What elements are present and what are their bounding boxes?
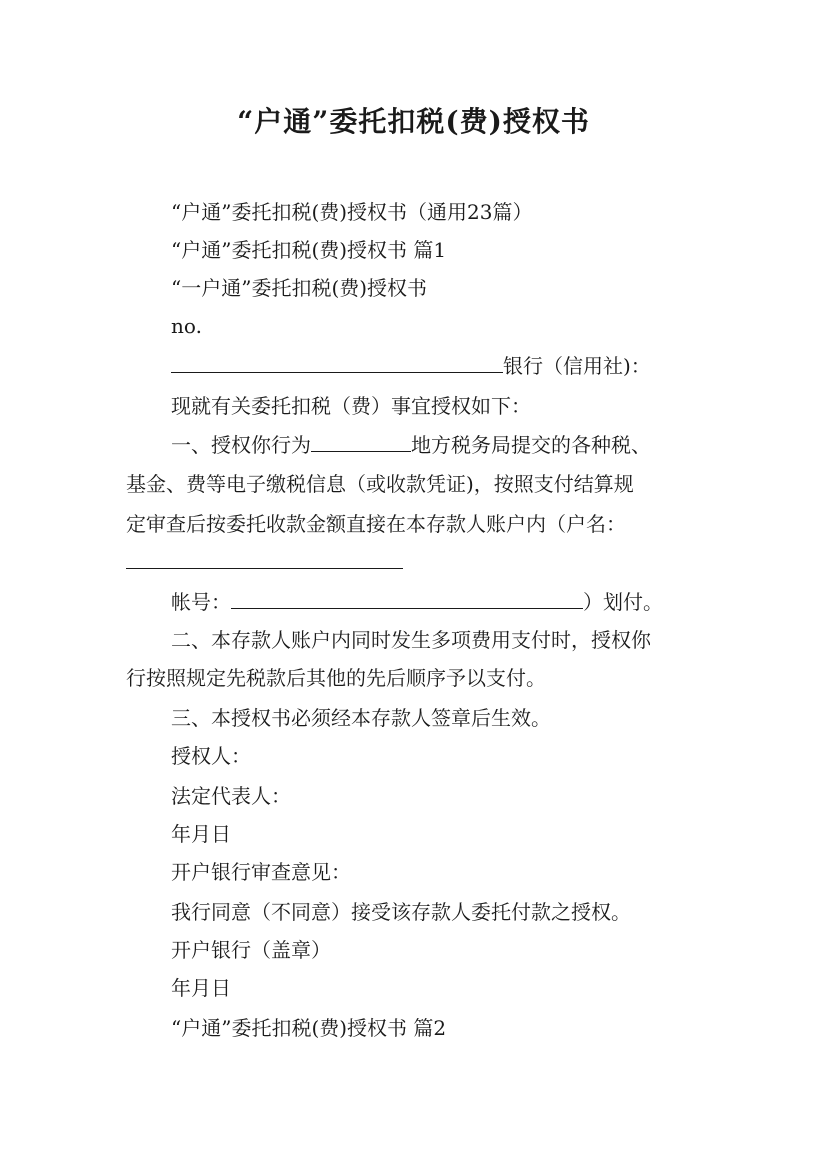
section-heading-1: “户通”委托扣税(费)授权书 篇1 [171,238,447,262]
authorizer-date-label: 年月日 [171,822,231,846]
clause-1-line-2: 基金、费等电子缴税信息（或收款凭证)，按照支付结算规 [126,472,634,496]
legal-representative-label: 法定代表人： [171,784,291,808]
authorizer-label: 授权人： [171,744,251,768]
subtitle-collection: “户通”委托扣税(费)授权书（通用23篇） [171,200,533,224]
account-name-blank[interactable] [126,548,403,569]
intro-paragraph: 现就有关委托扣税（费）事宜授权如下： [171,394,531,418]
clause-1-suffix: 地方税务局提交的各种税、 [411,433,651,457]
bank-name-suffix: 银行（信用社)： [503,354,651,378]
clause-2-line-2: 行按照规定先税款后其他的先后顺序予以支付。 [126,666,546,690]
clause-1-prefix: 一、授权你行为 [171,433,311,457]
document-title: “户通”委托扣税(费)授权书 [237,105,590,138]
bank-review-label: 开户银行审查意见： [171,860,351,884]
clause-1-line-1 [171,431,651,459]
form-number-label: no. [171,314,202,338]
tax-bureau-blank[interactable] [311,431,411,452]
account-number-suffix: ）划付。 [583,590,663,614]
clause-1-line-3: 定审查后按委托收款金额直接在本存款人账户内（户名： [126,512,626,536]
form-title: “一户通”委托扣税(费)授权书 [171,276,428,300]
bank-name-blank[interactable] [171,352,503,373]
bank-consent-statement: 我行同意（不同意）接受该存款人委托付款之授权。 [171,900,631,924]
bank-name-line [171,352,651,380]
account-number-blank[interactable] [231,588,583,609]
account-number-prefix: 帐号： [171,590,231,614]
section-heading-2: “户通”委托扣税(费)授权书 篇2 [171,1016,447,1040]
clause-2-line-1: 二、本存款人账户内同时发生多项费用支付时，授权你 [171,628,651,652]
clause-3: 三、本授权书必须经本存款人签章后生效。 [171,706,551,730]
account-name-line [126,548,403,576]
bank-date-label: 年月日 [171,976,231,1000]
account-number-line [171,588,663,616]
bank-seal-label: 开户银行（盖章） [171,938,331,962]
